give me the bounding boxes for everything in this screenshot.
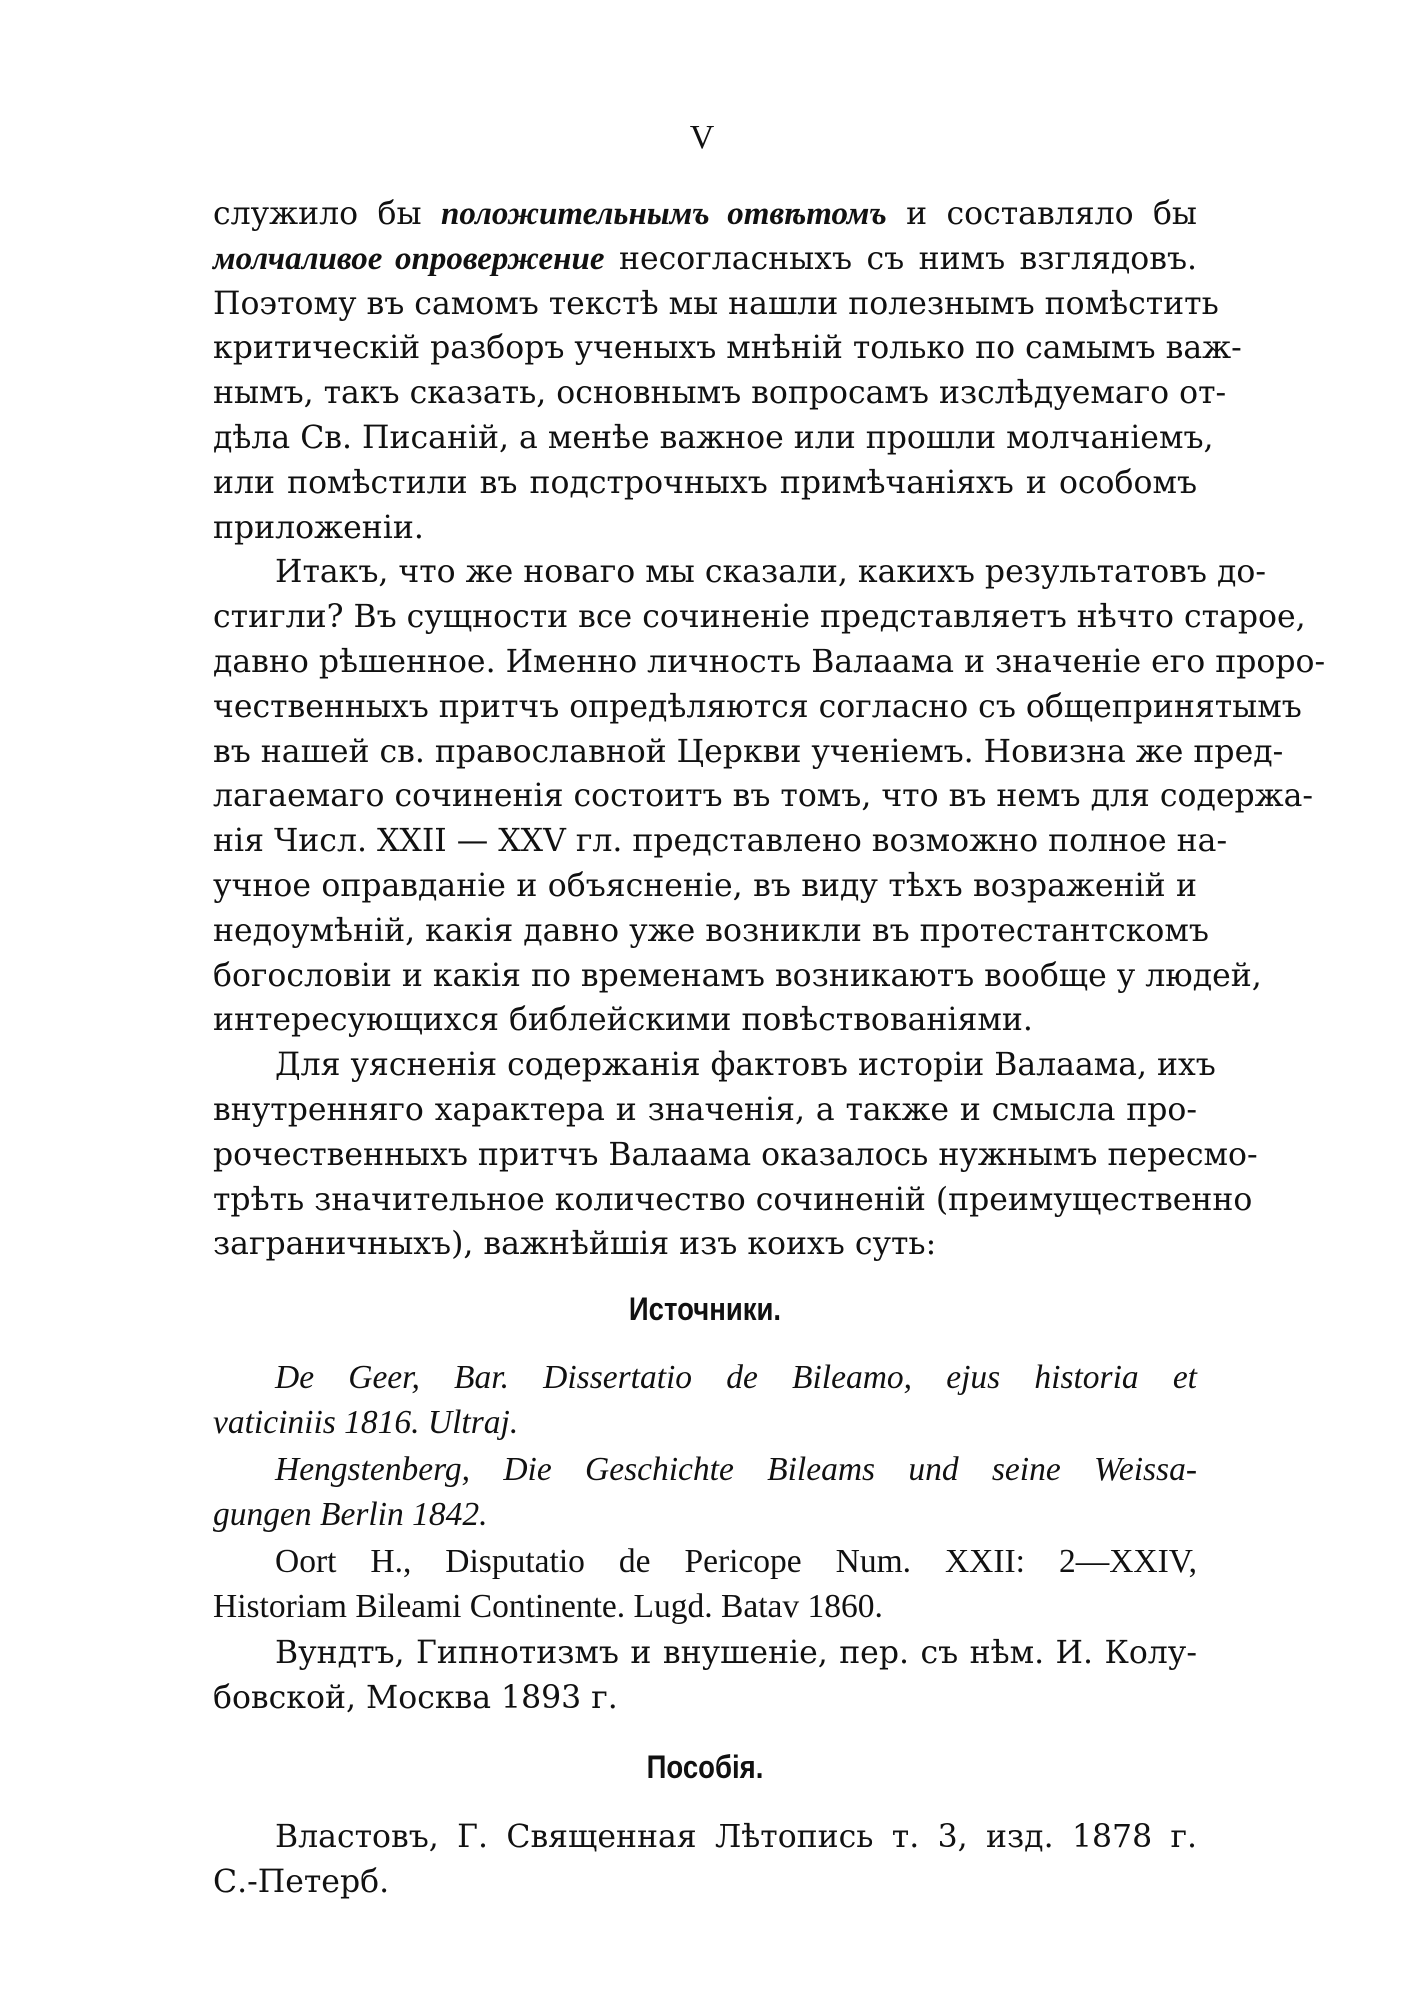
text-line: давно рѣшенное. Именно личность Валаама и значеніе его проро-: [213, 643, 1326, 680]
text-line: заграничныхъ), важнѣйшія изъ коихъ суть:: [213, 1226, 937, 1263]
text-line: въ нашей св. православной Церкви ученіемъ. Новизна же пред-: [213, 733, 1284, 770]
text-line: недоумѣній, какія давно уже возникли въ протестантскомъ: [213, 912, 1209, 949]
text-line: лагаемаго сочиненія состоитъ въ томъ, что въ немъ для содержа-: [213, 778, 1314, 815]
entry-line: De Geer, Bar. Dissertatio de Bileamo, ejus historia et: [275, 1359, 1197, 1397]
text-line: дѣла Св. Писаній, а менѣе важное или прошли молчаніемъ,: [213, 419, 1214, 456]
entry-line: vaticiniis 1816. Ultraj.: [213, 1404, 519, 1442]
emphasis-phrase: положительнымъ отвѣтомъ: [440, 196, 887, 232]
text-line: стигли? Въ сущности все сочиненіе представляетъ нѣчто старое,: [213, 599, 1306, 636]
page-number: V: [689, 119, 715, 156]
bibliography-entry: [213, 1539, 1197, 1629]
text-run: и составляло бы: [886, 196, 1197, 232]
entry-line: Oort H., Disputatio de Pericope Num. XXII: 2—XXIV,: [275, 1543, 1197, 1581]
emphasis-phrase: молчаливое опровержение: [213, 240, 605, 277]
section-heading-aids: Пособія.: [646, 1749, 764, 1786]
paragraph-results: [213, 550, 1326, 1043]
text-line: рочественныхъ притчъ Валаама оказалось нужнымъ пересмо-: [213, 1136, 1258, 1173]
page-content: [213, 192, 1326, 1905]
text-line: Для уясненія содержанія фактовъ исторіи Валаама, ихъ: [275, 1047, 1216, 1084]
entry-line: С.-Петерб.: [213, 1864, 390, 1901]
text-line: интересующихся библейскими повѣствованіями.: [213, 1002, 1033, 1039]
entry-line: Hengstenberg, Die Geschichte Bileams und seine Weissa-: [275, 1451, 1197, 1489]
text-line: богословіи и какія по временамъ возникаютъ вообще у людей,: [213, 957, 1262, 994]
bibliography-entry: [213, 1355, 1197, 1445]
entry-line: Вундтъ, Гипнотизмъ и внушеніе, пер. съ нѣм. И. Колу-: [275, 1635, 1197, 1672]
text-line: приложеніи.: [213, 509, 424, 546]
text-line: критическій разборъ ученыхъ мнѣній только по самымъ важ-: [213, 330, 1242, 367]
text-line: Итакъ, что же новаго мы сказали, какихъ результатовъ до-: [275, 554, 1266, 591]
text-line: или помѣстили въ подстрочныхъ примѣчаніяхъ и особомъ: [213, 464, 1197, 501]
paragraph-literature: [213, 1043, 1258, 1267]
text-line: [213, 237, 1197, 282]
section-heading-sources: Источники.: [628, 1291, 782, 1328]
entry-line: Властовъ, Г. Священная Лѣтопись т. 3, изд. 1878 г.: [275, 1819, 1197, 1856]
text-line: учное оправданіе и объясненіе, въ виду тѣхъ возраженій и: [213, 867, 1197, 904]
entry-line: gungen Berlin 1842.: [213, 1496, 488, 1534]
text-line: чественныхъ притчъ опредѣляются согласно съ общепринятымъ: [213, 688, 1302, 725]
bibliography-entry: [213, 1815, 1197, 1905]
text-run: служило бы: [213, 196, 441, 232]
bibliography-entry: [213, 1447, 1197, 1537]
bibliography-entry: [213, 1631, 1197, 1721]
paragraph-continuation: [213, 192, 1242, 550]
text-line: [213, 192, 1197, 237]
entry-line: Historiam Bileami Continente. Lugd. Batav 1860.: [213, 1588, 883, 1626]
text-run: несогласныхъ съ нимъ взглядовъ.: [604, 240, 1197, 277]
text-line: нымъ, такъ сказать, основнымъ вопросамъ изслѣдуемаго от-: [213, 375, 1227, 412]
text-line: нія Числ. XXII — XXV гл. представлено возможно полное на-: [213, 823, 1228, 860]
text-line: трѣть значительное количество сочиненій (преимущественно: [213, 1181, 1253, 1218]
text-line: Поэтому въ самомъ текстѣ мы нашли полезнымъ помѣстить: [213, 285, 1219, 322]
entry-line: бовской, Москва 1893 г.: [213, 1680, 618, 1717]
text-line: внутренняго характера и значенія, а также и смысла про-: [213, 1091, 1197, 1128]
